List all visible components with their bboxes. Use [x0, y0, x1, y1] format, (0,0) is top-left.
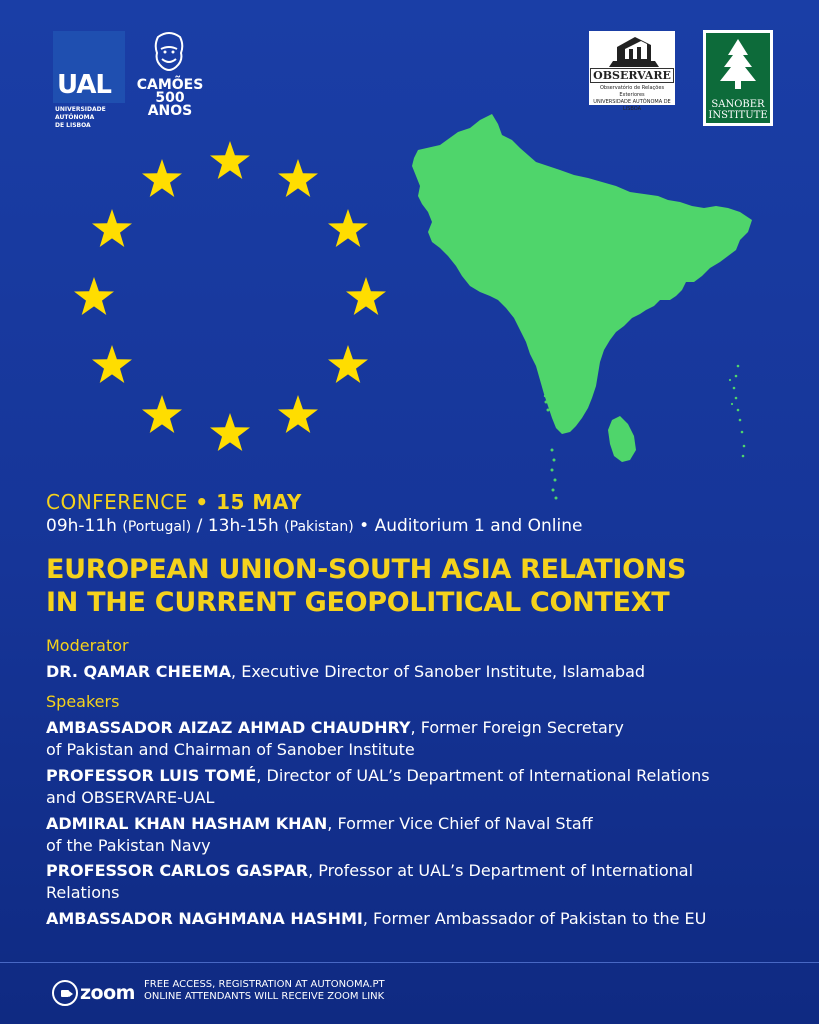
event-time-venue: 09h-11h (Portugal) / 13h-15h (Pakistan) • Auditorium 1 and Online: [46, 516, 583, 536]
event-kind-date: CONFERENCE • 15 MAY: [46, 490, 302, 514]
speakers-label: Speakers: [46, 692, 120, 711]
speaker-entry: PROFESSOR LUIS TOMÉ, Director of UAL’s Department of International Relations and OBSERVARE-UAL: [46, 766, 710, 807]
ual-logo-subtitle: UNIVERSIDADE AUTÓNOMA DE LISBOA: [55, 106, 106, 129]
sanober-name: SANOBER INSTITUTE: [708, 99, 768, 121]
footer-divider: [0, 962, 819, 963]
registration-info: FREE ACCESS, REGISTRATION AT AUTONOMA.PT: [144, 979, 385, 990]
speaker-entry: ADMIRAL KHAN HASHAM KHAN, Former Vice Chief of Naval Staff of the Pakistan Navy: [46, 814, 593, 855]
speaker-entry: AMBASSADOR AIZAZ AHMAD CHAUDHRY, Former Foreign Secretary of Pakistan and Chairman of Sanober Institute: [46, 718, 624, 759]
event-date: 15 MAY: [216, 490, 302, 514]
moderator-label: Moderator: [46, 636, 129, 655]
camoes-logo-text: CAMÕES 500 ANOS: [136, 77, 204, 119]
zoom-logo-text: zoom: [80, 982, 135, 1004]
speaker-entry: AMBASSADOR NAGHMANA HASHMI, Former Ambassador of Pakistan to the EU: [46, 909, 707, 928]
ual-logo-letters: UAL: [57, 70, 112, 100]
zoom-camera-icon: [52, 980, 78, 1006]
observare-subtitle: Observatório de Relações Exteriores UNIVERSIDADE AUTÓNOMA DE LISBOA: [593, 85, 671, 112]
moderator-entry: DR. QAMAR CHEEMA, Executive Director of Sanober Institute, Islamabad: [46, 662, 646, 681]
footer-info: [144, 979, 385, 1003]
conference-title: EUROPEAN UNION-SOUTH ASIA RELATIONS IN THE CURRENT GEOPOLITICAL CONTEXT: [46, 554, 687, 618]
observare-name: OBSERVARE: [590, 68, 674, 83]
zoom-link-info: ONLINE ATTENDANTS WILL RECEIVE ZOOM LINK: [144, 991, 385, 1002]
speaker-entry: PROFESSOR CARLOS GASPAR, Professor at UAL’s Department of International Relations: [46, 861, 694, 902]
